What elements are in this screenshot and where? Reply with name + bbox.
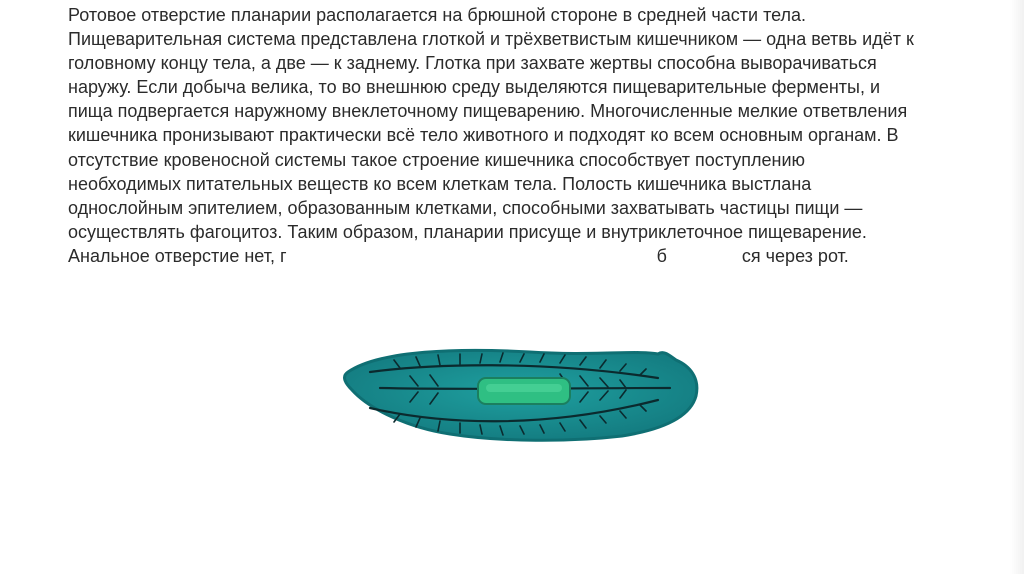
paragraph-line: кишечника пронизывают практически всё тело животного и подходят ко всем основным органам. В <box>68 125 899 146</box>
paragraph <box>68 3 968 268</box>
paragraph-line: Пищеварительная система представлена глоткой и трёхветвистым кишечником — одна ветвь идёт к <box>68 29 914 50</box>
paragraph-line: Ротовое отверстие планарии располагается на брюшной стороне в средней части тела. <box>68 5 807 25</box>
paragraph-line: однослойным эпителием, образованным клетками, способными захватывать частицы пищи — <box>68 197 863 218</box>
planarian-image <box>340 338 710 450</box>
paragraph-line: головному концу тела, а две — к заднему. Глотка при захвате жертвы способна выворачиваться <box>68 53 877 74</box>
paragraph-line: отсутствие кровеносной системы такое строение кишечника способствует поступлению <box>68 149 805 170</box>
paragraph-line: пища подвергается наружному внеклеточному пищеварению. Многочисленные мелкие ответвления <box>68 101 908 122</box>
paragraph-line: необходимых питательных веществ ко всем клеткам тела. Полость кишечника выстлана <box>68 173 812 194</box>
paragraph-line: Анальное отверстие нет, г б ся через рот. <box>68 245 849 266</box>
slide-edge-shadow <box>1010 0 1024 574</box>
paragraph-line: осуществлять фагоцитоз. Таким образом, планарии присуще и внутриклеточное пищеварение. <box>68 221 867 242</box>
paragraph-line: наружу. Если добыча велика, то во внешнюю среду выделяются пищеварительные ферменты, и <box>68 77 881 98</box>
